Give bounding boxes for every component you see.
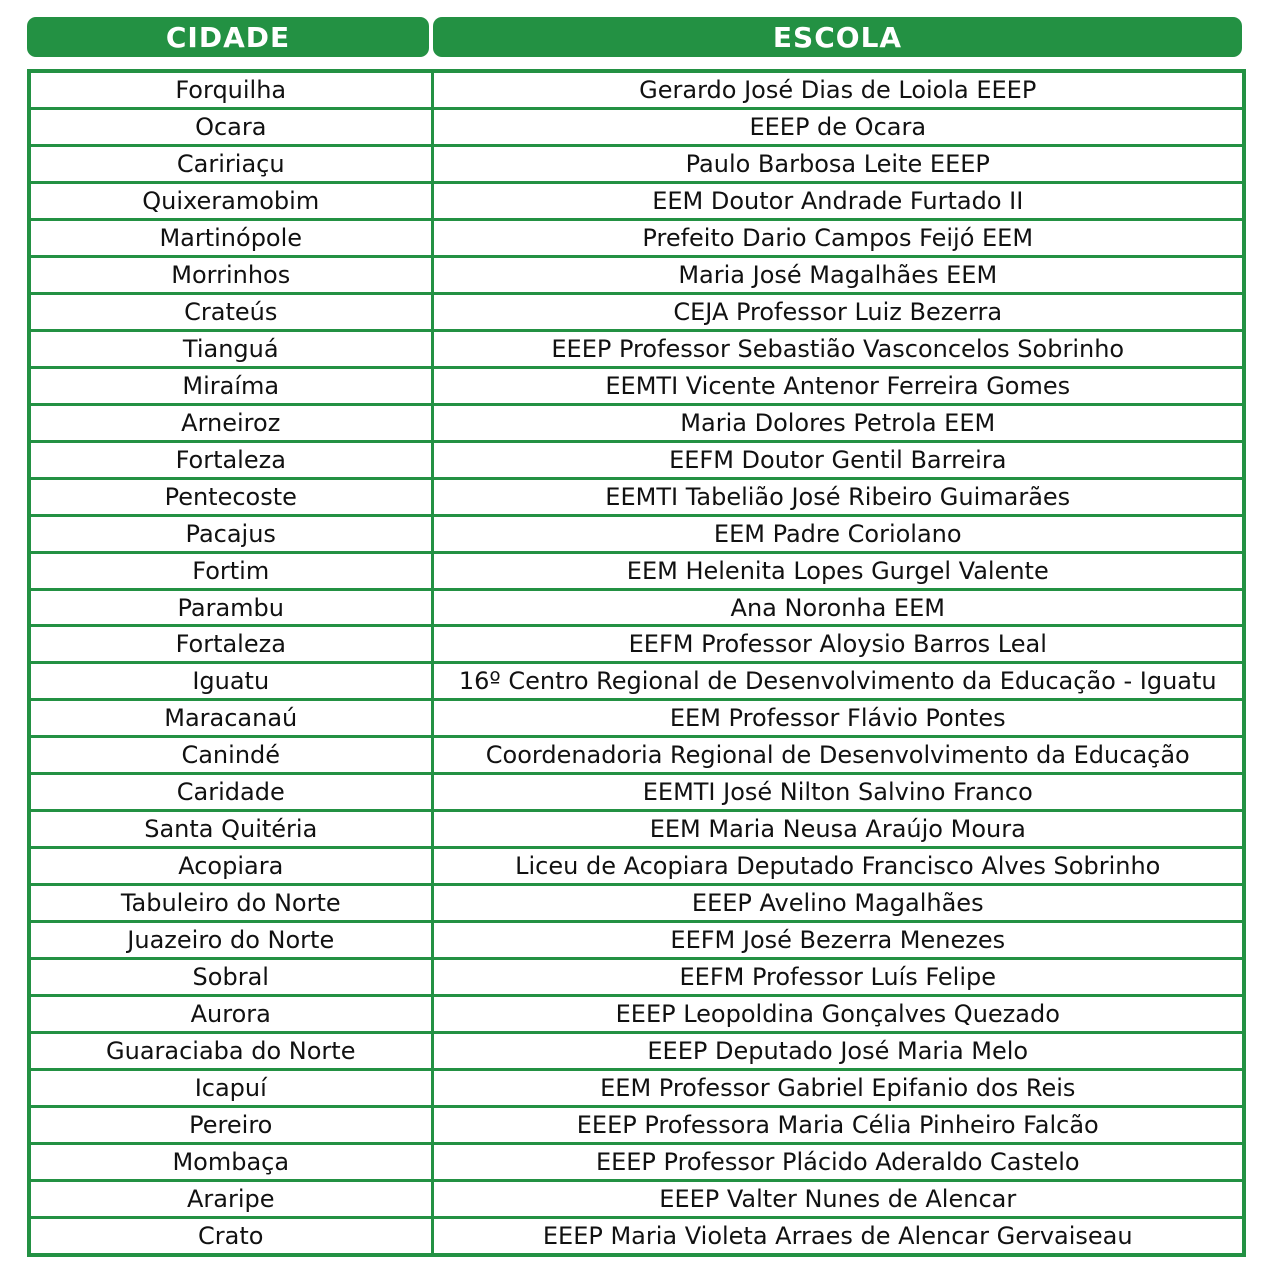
city-cell: Canindé [29,737,432,774]
city-cell: Pereiro [29,1106,432,1143]
table-row [29,441,1244,478]
school-cell: EEEP Professora Maria Célia Pinheiro Falcão [432,1106,1244,1143]
city-cell: Fortaleza [29,626,432,663]
school-cell: Paulo Barbosa Leite EEEP [432,146,1244,183]
table-row [29,515,1244,552]
table-row [29,589,1244,626]
table-row [29,774,1244,811]
school-cell: EEFM Doutor Gentil Barreira [432,441,1244,478]
city-cell: Sobral [29,959,432,996]
table-row [29,404,1244,441]
table-row [29,183,1244,220]
schools-table-body [29,71,1244,1255]
city-cell: Miraíma [29,367,432,404]
school-cell: Maria Dolores Petrola EEM [432,404,1244,441]
table-row [29,626,1244,663]
school-cell: EEFM Professor Aloysio Barros Leal [432,626,1244,663]
school-cell: EEFM Professor Luís Felipe [432,959,1244,996]
table-row [29,663,1244,700]
table-row [29,109,1244,146]
table-row [29,293,1244,330]
school-cell: EEM Maria Neusa Araújo Moura [432,811,1244,848]
school-cell: EEFM José Bezerra Menezes [432,922,1244,959]
city-cell: Pacajus [29,515,432,552]
school-cell: EEEP Professor Plácido Aderaldo Castelo [432,1143,1244,1180]
city-cell: Santa Quitéria [29,811,432,848]
school-cell: EEEP de Ocara [432,109,1244,146]
table-row [29,220,1244,257]
table-row [29,885,1244,922]
table-row [29,1180,1244,1217]
table-row [29,146,1244,183]
school-cell: Coordenadoria Regional de Desenvolvimento da Educação [432,737,1244,774]
schools-table [27,69,1246,1257]
table-row [29,478,1244,515]
school-cell: CEJA Professor Luiz Bezerra [432,293,1244,330]
school-cell: EEMTI Tabelião José Ribeiro Guimarães [432,478,1244,515]
school-cell: EEM Helenita Lopes Gurgel Valente [432,552,1244,589]
school-cell: EEEP Valter Nunes de Alencar [432,1180,1244,1217]
city-cell: Morrinhos [29,256,432,293]
school-cell: Gerardo José Dias de Loiola EEEP [432,71,1244,109]
school-cell: EEEP Deputado José Maria Melo [432,1032,1244,1069]
city-cell: Quixeramobim [29,183,432,220]
school-cell: EEEP Avelino Magalhães [432,885,1244,922]
city-cell: Caririaçu [29,146,432,183]
city-cell: Juazeiro do Norte [29,922,432,959]
table-row [29,330,1244,367]
table-row [29,367,1244,404]
city-cell: Guaraciaba do Norte [29,1032,432,1069]
city-cell: Tianguá [29,330,432,367]
city-cell: Araripe [29,1180,432,1217]
table-row [29,848,1244,885]
school-cell: Maria José Magalhães EEM [432,256,1244,293]
table-row [29,1143,1244,1180]
city-cell: Crateús [29,293,432,330]
column-header-school: ESCOLA [433,17,1242,57]
table-row [29,996,1244,1033]
city-cell: Fortaleza [29,441,432,478]
city-cell: Ocara [29,109,432,146]
city-cell: Acopiara [29,848,432,885]
school-cell: EEEP Leopoldina Gonçalves Quezado [432,996,1244,1033]
school-cell: Prefeito Dario Campos Feijó EEM [432,220,1244,257]
city-cell: Caridade [29,774,432,811]
table-row [29,1069,1244,1106]
school-cell: Ana Noronha EEM [432,589,1244,626]
city-cell: Arneiroz [29,404,432,441]
table-row [29,959,1244,996]
school-cell: EEEP Maria Violeta Arraes de Alencar Gervaiseau [432,1217,1244,1255]
table-row [29,922,1244,959]
school-cell: 16º Centro Regional de Desenvolvimento da Educação - Iguatu [432,663,1244,700]
school-cell: EEMTI Vicente Antenor Ferreira Gomes [432,367,1244,404]
city-cell: Tabuleiro do Norte [29,885,432,922]
table-row [29,1106,1244,1143]
city-cell: Pentecoste [29,478,432,515]
school-cell: EEEP Professor Sebastião Vasconcelos Sobrinho [432,330,1244,367]
school-cell: EEM Padre Coriolano [432,515,1244,552]
table-row [29,1032,1244,1069]
table-row [29,552,1244,589]
city-cell: Forquilha [29,71,432,109]
city-cell: Icapuí [29,1069,432,1106]
table-row [29,811,1244,848]
table-row [29,737,1244,774]
school-cell: EEM Professor Flávio Pontes [432,700,1244,737]
city-cell: Iguatu [29,663,432,700]
table-row [29,700,1244,737]
column-header-city: CIDADE [27,17,429,57]
city-cell: Mombaça [29,1143,432,1180]
city-cell: Martinópole [29,220,432,257]
school-cell: EEM Professor Gabriel Epifanio dos Reis [432,1069,1244,1106]
city-cell: Fortim [29,552,432,589]
city-cell: Maracanaú [29,700,432,737]
table-row [29,256,1244,293]
school-cell: EEM Doutor Andrade Furtado II [432,183,1244,220]
city-cell: Parambu [29,589,432,626]
table-row [29,1217,1244,1255]
city-cell: Aurora [29,996,432,1033]
school-cell: EEMTI José Nilton Salvino Franco [432,774,1244,811]
city-cell: Crato [29,1217,432,1255]
table-row [29,71,1244,109]
school-cell: Liceu de Acopiara Deputado Francisco Alves Sobrinho [432,848,1244,885]
